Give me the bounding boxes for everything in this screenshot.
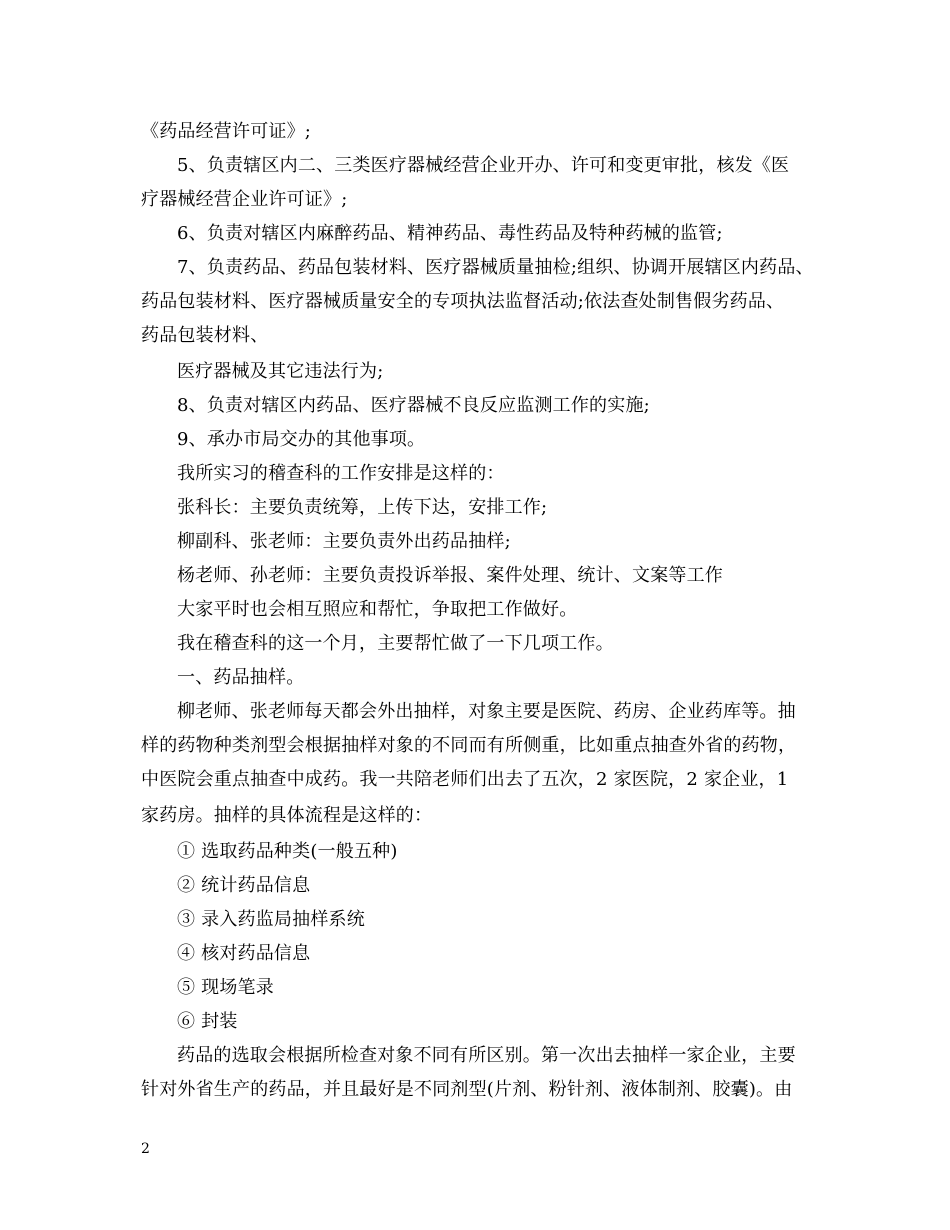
text-line: 柳副科、张老师：主要负责外出药品抽样; — [177, 531, 511, 552]
list-item: ⑤ 现场笔录 — [177, 977, 274, 998]
list-item: ① 选取药品种类(一般五种) — [177, 841, 398, 862]
text-line: 柳老师、张老师每天都会外出抽样，对象主要是医院、药房、企业药库等。抽 — [177, 701, 796, 722]
text-line: 药品的选取会根据所检查对象不同有所区别。第一次出去抽样一家企业，主要 — [177, 1045, 796, 1066]
list-item: ④ 核对药品信息 — [177, 943, 311, 964]
text-line: 5、负责辖区内二、三类医疗器械经营企业开办、许可和变更审批，核发《医 — [177, 155, 790, 176]
text-line: 《药品经营许可证》; — [141, 121, 312, 142]
list-item: ② 统计药品信息 — [177, 875, 311, 896]
text-line: 9、承办市局交办的其他事项。 — [177, 429, 426, 450]
list-item: ⑥ 封装 — [177, 1011, 238, 1032]
text-line: 7、负责药品、药品包装材料、医疗器械质量抽检;组织、协调开展辖区内药品、 — [177, 257, 814, 278]
text-line: 张科长：主要负责统筹，上传下达，安排工作; — [177, 497, 548, 518]
text-line: 一、药品抽样。 — [177, 667, 305, 688]
text-line: 6、负责对辖区内麻醉药品、精神药品、毒性药品及特种药械的监管; — [177, 223, 723, 244]
text-line: 针对外省生产的药品，并且最好是不同剂型(片剂、粉针剂、液体制剂、胶囊)。由 — [141, 1079, 793, 1100]
text-line: 8、负责对辖区内药品、医疗器械不良反应监测工作的实施; — [177, 395, 650, 416]
text-line: 家药房。抽样的具体流程是这样的： — [141, 805, 433, 826]
text-line: 药品包装材料、医疗器械质量安全的专项执法监督活动;依法查处制售假劣药品、 — [141, 291, 785, 312]
text-line: 药品包装材料、 — [141, 325, 269, 346]
text-line: 大家平时也会相互照应和帮忙，争取把工作做好。 — [177, 599, 578, 620]
text-line: 样的药物种类剂型会根据抽样对象的不同而有所侧重，比如重点抽查外省的药物， — [141, 735, 797, 756]
list-item: ③ 录入药监局抽样系统 — [177, 909, 365, 930]
text-line: 我所实习的稽查科的工作安排是这样的： — [177, 463, 505, 484]
text-line: 杨老师、孙老师：主要负责投诉举报、案件处理、统计、文案等工作 — [177, 565, 723, 586]
text-line: 医疗器械及其它违法行为; — [177, 361, 384, 382]
text-line: 中医院会重点抽查中成药。我一共陪老师们出去了五次，2 家医院，2 家企业，1 — [141, 769, 789, 790]
text-line: 我在稽查科的这一个月，主要帮忙做了一下几项工作。 — [177, 633, 614, 654]
page-number: 2 — [141, 1141, 150, 1157]
text-line: 疗器械经营企业许可证》; — [141, 189, 348, 210]
